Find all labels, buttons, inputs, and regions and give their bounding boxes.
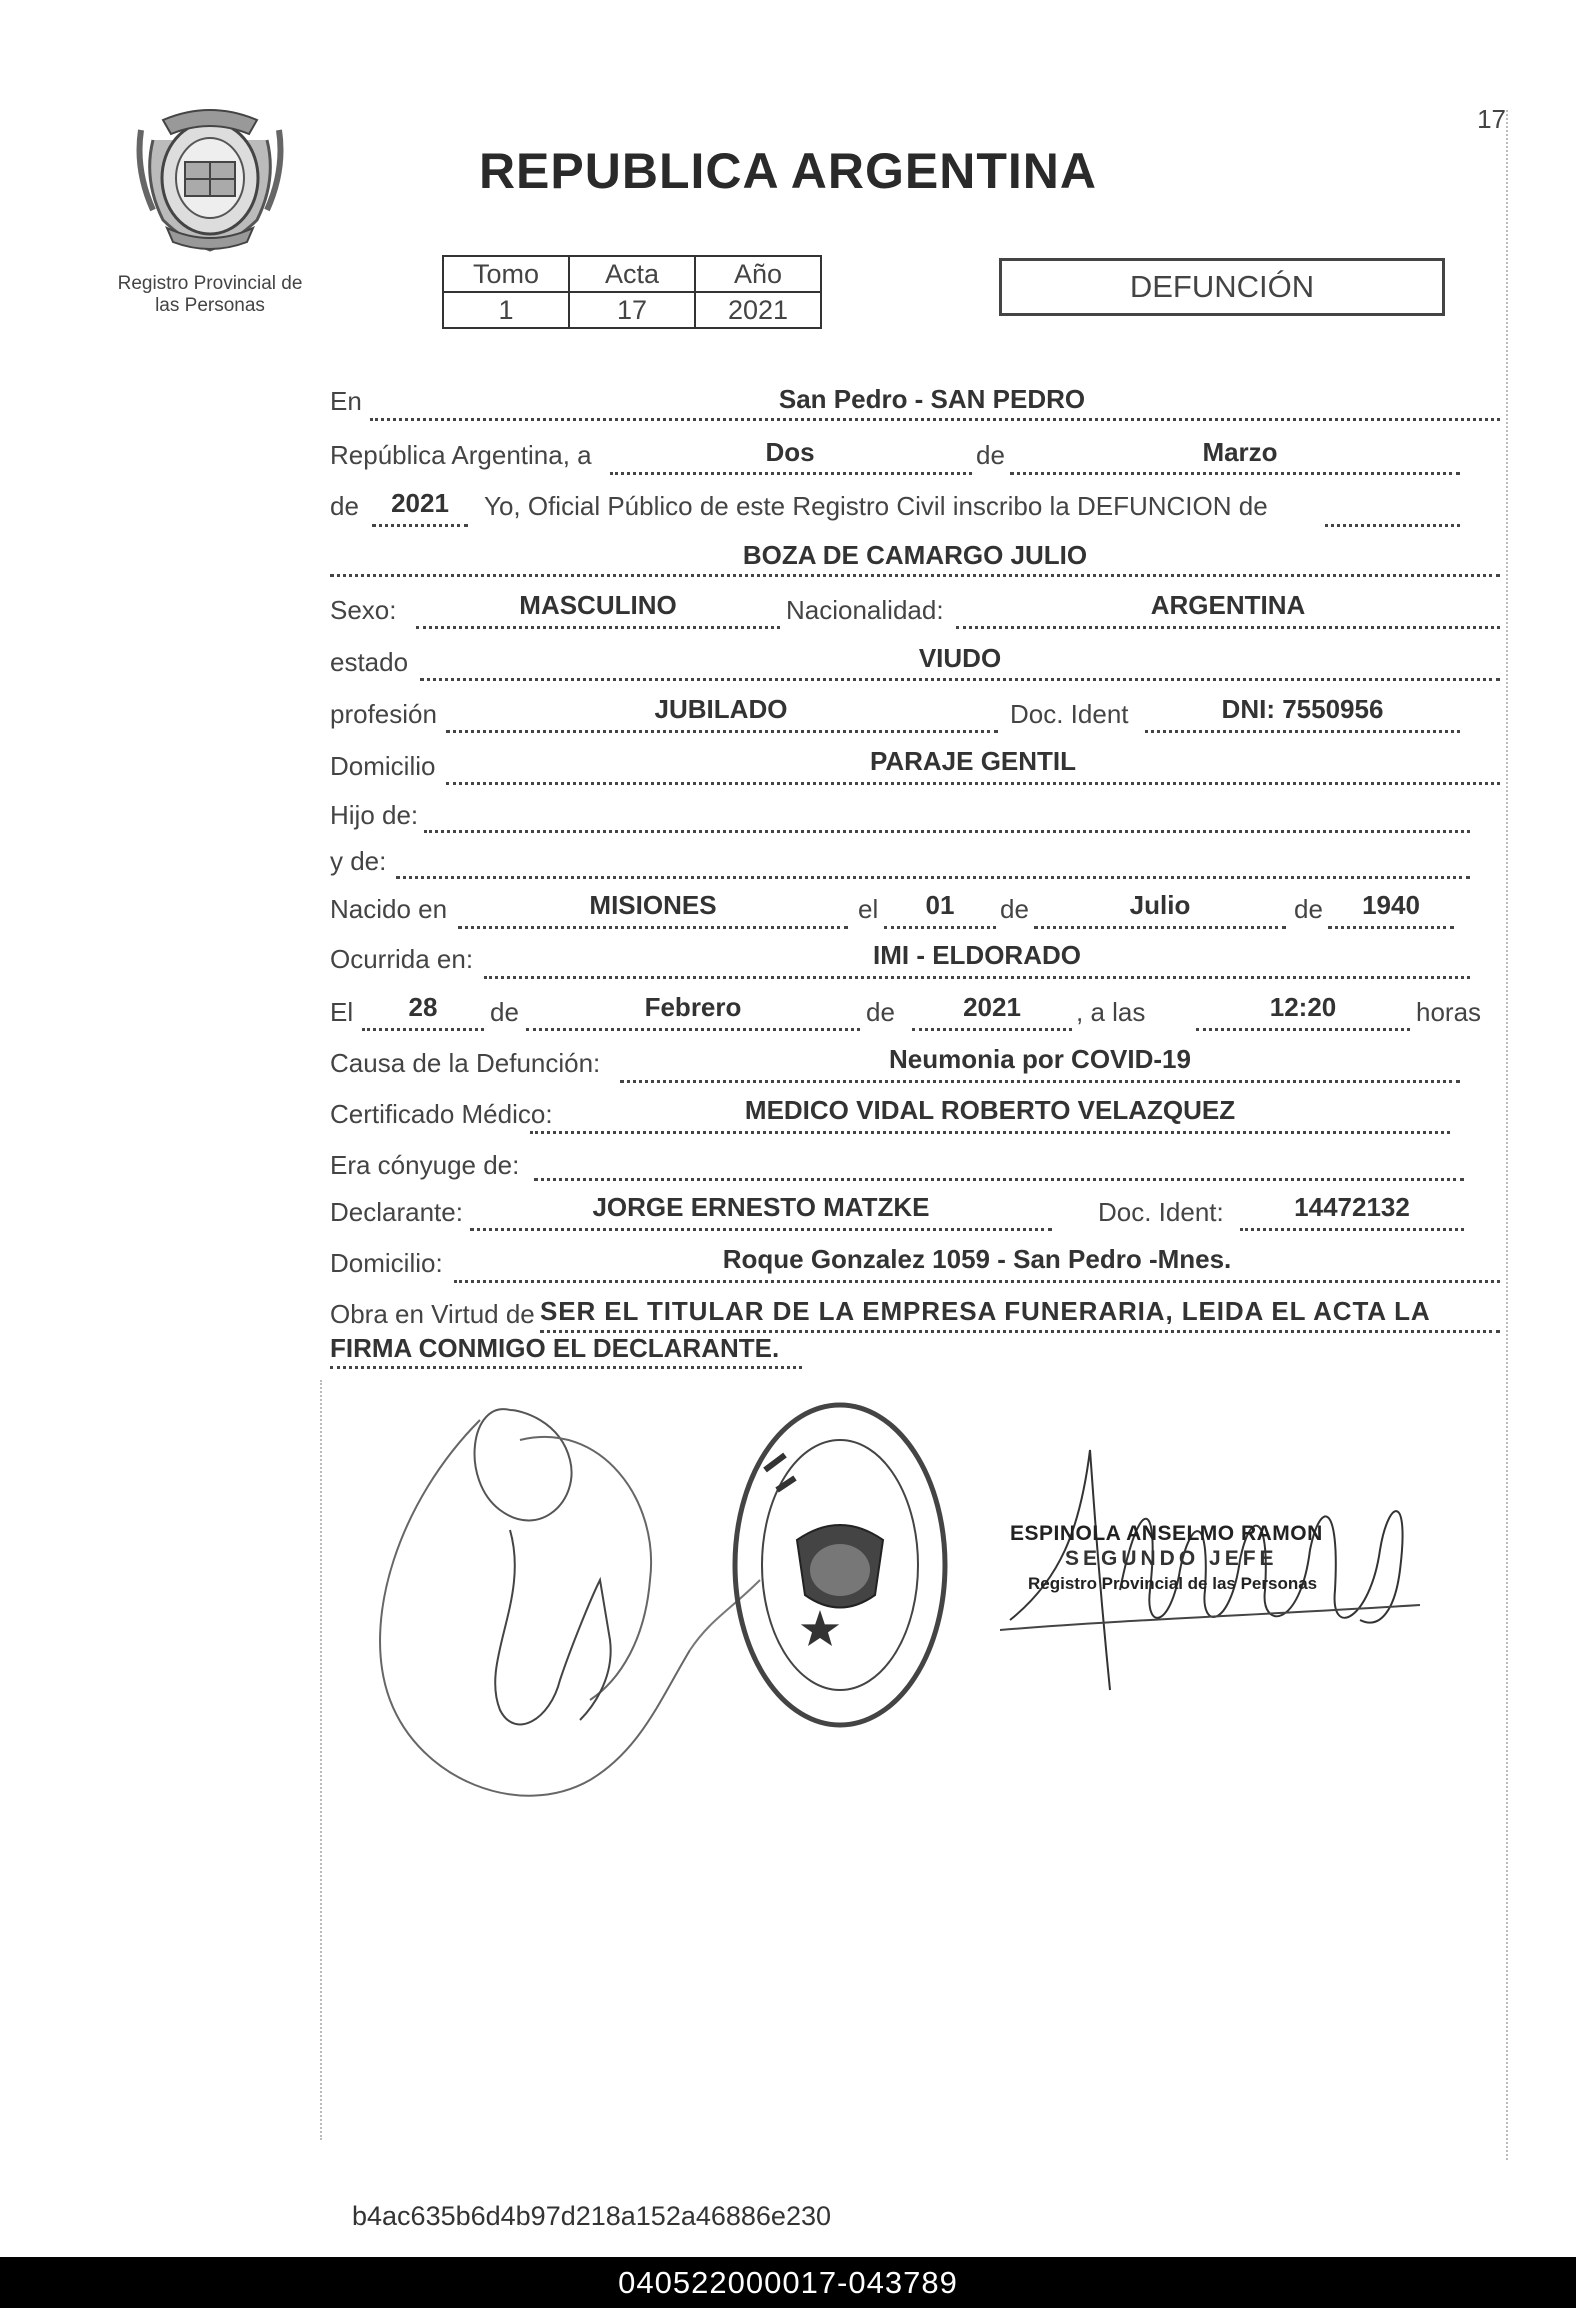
dotted-line [1145, 730, 1460, 733]
value-sexo: MASCULINO [519, 590, 677, 620]
dotted-line [1034, 926, 1286, 929]
label-declarante: Declarante: [330, 1197, 463, 1227]
dotted-line [484, 976, 1470, 979]
label-de: de [976, 440, 1005, 470]
value-documento: DNI: 7550956 [1221, 694, 1384, 724]
dotted-line [526, 1028, 860, 1031]
value-mes: Marzo [1202, 437, 1278, 467]
label-de-6: de [866, 997, 895, 1027]
registry-header-acta: Acta [569, 256, 695, 292]
value-estado: VIUDO [918, 643, 1002, 673]
label-de-3: de [1000, 894, 1029, 924]
dotted-line [912, 1028, 1072, 1031]
margin-line [320, 1380, 322, 2140]
value-declarante: JORGE ERNESTO MATZKE [592, 1192, 930, 1222]
value-anio-nacimiento: 1940 [1362, 890, 1420, 920]
label-doc-ident-2: Doc. Ident: [1098, 1197, 1224, 1227]
label-el-2: El [330, 997, 354, 1027]
dotted-line [1010, 472, 1460, 475]
dotted-line [424, 830, 1470, 833]
official-round-stamp [725, 1390, 955, 1740]
dotted-line [396, 876, 1470, 879]
value-lugar: San Pedro - SAN PEDRO [778, 384, 1086, 414]
label-y-de: y de: [330, 846, 387, 876]
registry-header-tomo: Tomo [443, 256, 569, 292]
dotted-line [956, 626, 1500, 629]
label-horas: horas [1416, 997, 1482, 1027]
label-el: el [858, 894, 879, 924]
margin-line [1506, 110, 1508, 2160]
official-name: ESPINOLA ANSELMO RAMON [1010, 1522, 1323, 1545]
registry-header-anio: Año [695, 256, 821, 292]
declarant-signature [360, 1380, 780, 1830]
label-conyuge: Era cónyuge de: [330, 1150, 520, 1180]
label-nacionalidad: Nacionalidad: [786, 595, 944, 625]
label-estado: estado [330, 647, 409, 677]
value-mes-defuncion: Febrero [644, 992, 742, 1022]
value-profesion: JUBILADO [654, 694, 788, 724]
value-dia-nacimiento: 01 [925, 890, 955, 920]
label-ocurrida-en: Ocurrida en: [330, 944, 474, 974]
value-dia-defuncion: 28 [408, 992, 438, 1022]
dotted-line [620, 1080, 1460, 1083]
label-hijo-de: Hijo de: [330, 800, 419, 830]
dotted-line [884, 926, 996, 929]
value-mes-nacimiento: Julio [1129, 890, 1191, 920]
label-certificado: Certificado Médico: [330, 1099, 553, 1129]
value-causa: Neumonia por COVID-19 [889, 1044, 1191, 1074]
label-nacido-en: Nacido en [330, 894, 448, 924]
footer-code-bar: 040522000017-043789 [0, 2257, 1576, 2308]
label-sexo: Sexo: [330, 595, 397, 625]
dotted-line [458, 926, 848, 929]
dotted-line [362, 1028, 484, 1031]
dotted-line [1325, 524, 1460, 527]
dotted-line [1240, 1228, 1464, 1231]
dotted-line [372, 524, 468, 527]
value-lugar-defuncion: IMI - ELDORADO [873, 940, 1081, 970]
value-domicilio-declarante: Roque Gonzalez 1059 - San Pedro -Mnes. [722, 1244, 1232, 1274]
value-anio: 2021 [391, 488, 449, 518]
label-de-4: de [1294, 894, 1323, 924]
registry-value-acta: 17 [569, 292, 695, 328]
registry-table [442, 255, 822, 329]
dotted-line [470, 1228, 1052, 1231]
registry-office-line-1: Registro Provincial de [117, 273, 303, 294]
registry-value-tomo: 1 [443, 292, 569, 328]
value-obra-line-2: FIRMA CONMIGO EL DECLARANTE. [330, 1333, 780, 1363]
label-causa: Causa de la Defunción: [330, 1048, 601, 1078]
document-hash: b4ac635b6d4b97d218a152a46886e230 [352, 2201, 831, 2231]
dotted-line [1328, 926, 1454, 929]
dotted-line [370, 418, 1500, 421]
registry-office-label [100, 273, 320, 317]
registry-value-anio: 2021 [695, 292, 821, 328]
dotted-line [610, 472, 972, 475]
dotted-line [330, 1366, 802, 1369]
label-de-5: de [490, 997, 519, 1027]
label-en: En [330, 386, 362, 416]
page-number: 17 [1477, 104, 1506, 134]
value-obra-line-1: SER EL TITULAR DE LA EMPRESA FUNERARIA, LEIDA EL ACTA LA [540, 1296, 1431, 1326]
label-profesion: profesión [330, 699, 437, 729]
label-yo: Yo, Oficial Público de este Registro Civil inscribo la DEFUNCION de [484, 491, 1268, 521]
value-nombre: BOZA DE CAMARGO JULIO [742, 540, 1088, 570]
value-nacionalidad: ARGENTINA [1150, 590, 1306, 620]
value-lugar-nacimiento: MISIONES [589, 890, 717, 920]
coat-of-arms-emblem [133, 100, 287, 256]
official-office: Registro Provincial de las Personas [1028, 1574, 1318, 1593]
dotted-line [1196, 1028, 1410, 1031]
label-obra: Obra en Virtud de [330, 1299, 535, 1329]
label-a-las: , a las [1076, 997, 1146, 1027]
value-certificado: MEDICO VIDAL ROBERTO VELAZQUEZ [744, 1095, 1236, 1125]
label-de-2: de [330, 491, 359, 521]
label-domicilio: Domicilio [330, 751, 436, 781]
value-domicilio: PARAJE GENTIL [869, 746, 1077, 776]
value-dia: Dos [765, 437, 815, 467]
dotted-line [420, 678, 1500, 681]
dotted-line [416, 626, 780, 629]
dotted-line [330, 574, 1500, 577]
dotted-line [530, 1131, 1450, 1134]
dotted-line [454, 1280, 1500, 1283]
registry-office-line-2: las Personas [155, 295, 265, 316]
dotted-line [534, 1178, 1464, 1181]
value-hora: 12:20 [1269, 992, 1337, 1022]
label-republica: República Argentina, a [330, 440, 592, 470]
official-role: SEGUNDO JEFE [1065, 1547, 1278, 1570]
dotted-line [446, 730, 998, 733]
page-title: REPUBLICA ARGENTINA [478, 143, 1098, 199]
value-anio-defuncion: 2021 [963, 992, 1021, 1022]
label-doc-ident: Doc. Ident [1010, 699, 1129, 729]
record-type-box: DEFUNCIÓN [999, 258, 1445, 316]
dotted-line [446, 782, 1500, 785]
value-doc-declarante: 14472132 [1294, 1192, 1410, 1222]
label-domicilio-2: Domicilio: [330, 1248, 443, 1278]
